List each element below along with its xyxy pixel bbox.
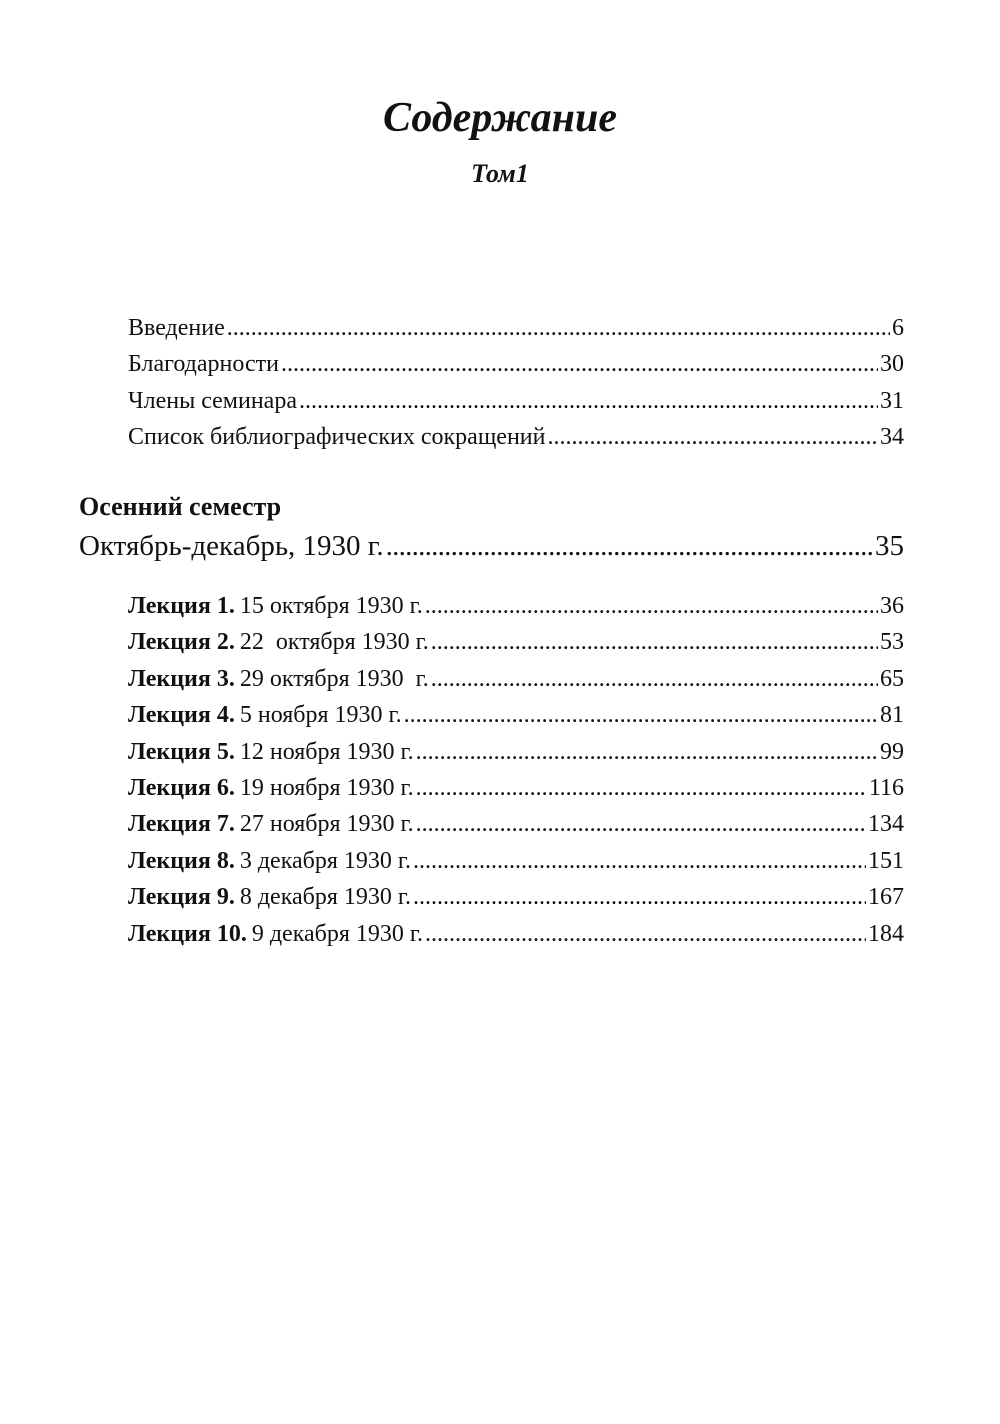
toc-entry-label: Октябрь-декабрь, 1930 г. [79, 530, 384, 562]
toc-entry-label: Благодарности [128, 351, 279, 378]
toc-entry-lecture-5[interactable] [128, 734, 904, 770]
dot-leader [431, 661, 878, 697]
toc-entry-label: Введение [128, 315, 225, 341]
dot-leader [386, 526, 873, 566]
toc-entry-introduction[interactable] [128, 310, 904, 346]
dot-leader [425, 916, 866, 952]
toc-entry-lecture-4[interactable] [128, 697, 904, 733]
dot-leader [299, 383, 878, 419]
toc-entry-page: 99 [880, 738, 904, 765]
lecture-date: 22 октября 1930 г. [239, 629, 429, 656]
dot-leader [425, 588, 878, 624]
lecture-number: Лекция 6. [128, 775, 235, 802]
page-title: Содержание [383, 95, 617, 141]
toc-entry-lecture-3[interactable] [128, 661, 904, 697]
toc-entry-page: 151 [868, 847, 904, 874]
lecture-date: 12 ноября 1930 г. [239, 738, 414, 765]
toc-entry-page: 116 [868, 775, 904, 802]
toc-entry-lecture-2[interactable] [128, 624, 904, 660]
toc-entry-label: Члены семинара [128, 387, 297, 414]
toc-entry-page: 167 [868, 884, 904, 911]
lecture-date: 27 ноября 1930 г. [239, 811, 414, 838]
toc-entry-page: 6 [892, 315, 904, 341]
toc-entry-acknowledgements[interactable] [128, 346, 904, 382]
lecture-number: Лекция 1. [128, 593, 235, 619]
toc-entry-page: 65 [880, 665, 904, 692]
toc-entry-page: 184 [868, 920, 904, 947]
lecture-date: 9 декабря 1930 г. [251, 920, 424, 947]
toc-entry-lecture-9[interactable] [128, 879, 904, 915]
toc-entry-seminar-members[interactable] [128, 383, 904, 419]
dot-leader [416, 734, 878, 770]
lecture-number: Лекция 4. [128, 702, 235, 729]
lecture-number: Лекция 3. [128, 665, 235, 692]
dot-leader [413, 879, 866, 915]
lecture-number: Лекция 8. [128, 847, 235, 874]
dot-leader [281, 346, 878, 382]
toc-entry-lecture-10[interactable] [128, 916, 904, 952]
toc-entry-page: 31 [880, 387, 904, 414]
toc-entry-section[interactable] [79, 526, 904, 566]
toc-entry-label: Список библиографических сокращений [128, 424, 546, 451]
toc-entry-abbreviations[interactable] [128, 419, 904, 455]
dot-leader [548, 419, 879, 455]
dot-leader [416, 770, 867, 806]
lecture-date: 8 декабря 1930 г. [239, 884, 412, 911]
toc-entry-page: 53 [880, 629, 904, 656]
volume-subtitle: Том1 [471, 159, 529, 188]
dot-leader [404, 697, 878, 733]
lecture-date: 19 ноября 1930 г. [239, 775, 414, 802]
dot-leader [413, 843, 866, 879]
lecture-date: 15 октября 1930 г. [239, 593, 423, 619]
dot-leader [416, 806, 866, 842]
dot-leader [431, 624, 878, 660]
toc-entry-page: 134 [868, 811, 904, 838]
lecture-date: 5 ноября 1930 г. [239, 702, 402, 729]
lecture-number: Лекция 10. [128, 920, 247, 947]
toc-entry-page: 35 [875, 530, 904, 562]
toc-entry-lecture-6[interactable] [128, 770, 904, 806]
toc-entry-page: 36 [880, 593, 904, 619]
lecture-number: Лекция 5. [128, 738, 235, 765]
lecture-date: 3 декабря 1930 г. [239, 847, 412, 874]
toc-entry-lecture-7[interactable] [128, 806, 904, 842]
toc-entry-lecture-1[interactable] [128, 588, 904, 624]
toc-entry-page: 34 [880, 424, 904, 451]
lecture-date: 29 октября 1930 г. [239, 665, 429, 692]
toc-entry-page: 81 [880, 702, 904, 729]
lecture-list [128, 588, 904, 952]
toc-entry-page: 30 [880, 351, 904, 378]
toc-entry-lecture-8[interactable] [128, 843, 904, 879]
lecture-number: Лекция 2. [128, 629, 235, 656]
section-heading: Осенний семестр [79, 492, 282, 521]
lecture-number: Лекция 7. [128, 811, 235, 838]
lecture-number: Лекция 9. [128, 884, 235, 911]
front-matter-list [128, 310, 904, 456]
dot-leader [227, 310, 890, 346]
